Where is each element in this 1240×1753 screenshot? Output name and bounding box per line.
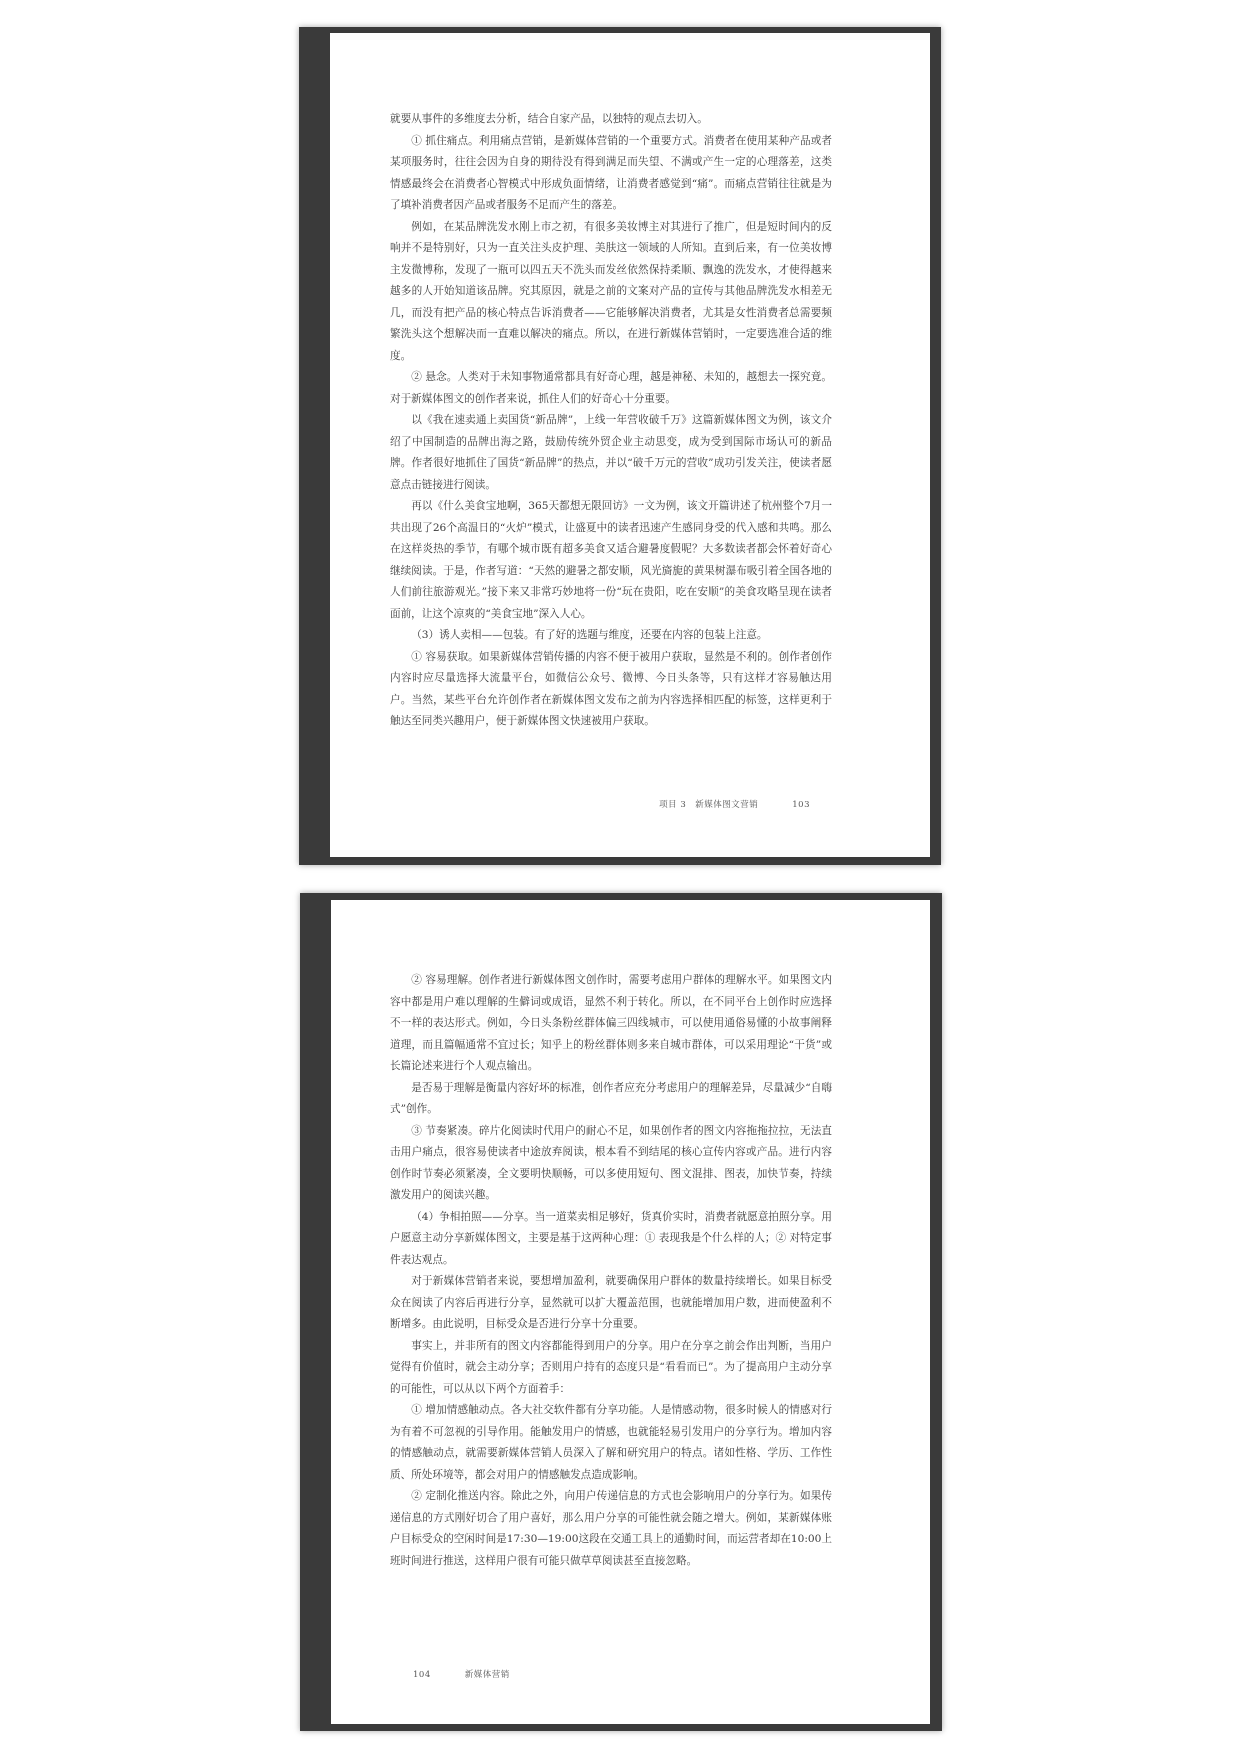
page-body-text bbox=[390, 109, 832, 733]
page-footer bbox=[659, 798, 810, 810]
paragraph: ② 定制化推送内容。除此之外，向用户传递信息的方式也会影响用户的分享行为。如果传递信息的方式刚好切合了用户喜好，那么用户分享的可能性就会随之增大。例如，某新媒体账户目标受众的空闲时间是17:30—19:00这段在交通工具上的通勤时间，而运营者却在10:00上班时间进行推送，这样用户很有可能只做草草阅读甚至直接忽略。 bbox=[390, 1490, 832, 1567]
paragraph: 事实上，并非所有的图文内容都能得到用户的分享。用户在分享之前会作出判断，当用户觉得有价值时，就会主动分享；否则用户持有的态度只是“看看而已”。为了提高用户主动分享的可能性，可以从以下两个方面着手： bbox=[390, 1339, 832, 1395]
paragraph: 例如，在某品牌洗发水刚上市之初，有很多美妆博主对其进行了推广，但是短时间内的反响并不是特别好，只为一直关注头皮护理、美肤这一领域的人所知。直到后来，有一位美妆博主发微博称，发现了一瓶可以四五天不洗头而发丝依然保持柔顺、飘逸的洗发水，才使得越来越多的人开始知道该品牌。究其原因，就是之前的文案对产品的宣传与其他品牌洗发水相差无几，而没有把产品的核心特点告诉消费者——它能够解决消费者，尤其是女性消费者总需要频繁洗头这个想解决而一直难以解决的痛点。所以，在进行新媒体营销时，一定要选准合适的维度。 bbox=[390, 220, 832, 362]
page-number: 103 bbox=[792, 800, 810, 810]
page-footer bbox=[413, 1668, 510, 1680]
paragraph: 再以《什么美食宝地啊，365天都想无限回访》一文为例，该文开篇讲述了杭州整个7月一共出现了26个高温日的“火炉”模式，让盛夏中的读者迅速产生感同身受的代入感和共鸣。那么在这样炎热的季节，有哪个城市既有超多美食又适合避暑度假呢？大多数读者都会怀着好奇心继续阅读。于是，作者写道：“天然的避暑之都安顺，风光旖旎的黄果树瀑布吸引着全国各地的人们前往旅游观光。”接下来又非常巧妙地将一份“玩在贵阳，吃在安顺”的美食攻略呈现在读者面前，让这个凉爽的“美食宝地”深入人心。 bbox=[390, 500, 832, 620]
paragraph: ② 悬念。人类对于未知事物通常都具有好奇心理，越是神秘、未知的，越想去一探究竟。对于新媒体图文的创作者来说，抓住人们的好奇心十分重要。 bbox=[390, 371, 832, 405]
paragraph: ① 抓住痛点。利用痛点营销，是新媒体营销的一个重要方式。消费者在使用某种产品或者某项服务时，往往会因为自身的期待没有得到满足而失望、不满或产生一定的心理落差，这类情感最终会在消费者心智模式中形成负面情绪，让消费者感觉到“痛”。而痛点营销往往就是为了填补消费者因产品或者服务不足而产生的落差。 bbox=[390, 134, 832, 211]
paragraph: 对于新媒体营销者来说，要想增加盈利，就要确保用户群体的数量持续增长。如果目标受众在阅读了内容后再进行分享，显然就可以扩大覆盖范围，也就能增加用户数，进而使盈利不断增多。由此说明，目标受众是否进行分享十分重要。 bbox=[390, 1275, 832, 1330]
paragraph: ① 容易获取。如果新媒体营销传播的内容不便于被用户获取，显然是不利的。创作者创作内容时应尽量选择大流量平台，如微信公众号、微博、今日头条等，只有这样才容易触达用户。当然，某些平台允许创作者在新媒体图文发布之前为内容选择相匹配的标签，这样更利于触达至同类兴趣用户，便于新媒体图文快速被用户获取。 bbox=[390, 650, 832, 727]
paragraph: ③ 节奏紧凑。碎片化阅读时代用户的耐心不足，如果创作者的图文内容拖拖拉拉，无法直击用户痛点，很容易使读者中途放弃阅读，根本看不到结尾的核心宣传内容或产品。进行内容创作时节奏必须紧凑，全文要明快顺畅，可以多使用短句、图文混排、图表，加快节奏，持续激发用户的阅读兴趣。 bbox=[390, 1124, 832, 1201]
paragraph: ② 容易理解。创作者进行新媒体图文创作时，需要考虑用户群体的理解水平。如果图文内容中都是用户难以理解的生僻词或成语，显然不利于转化。所以，在不同平台上创作时应选择不一样的表达形式。例如，今日头条粉丝群体偏三四线城市，可以使用通俗易懂的小故事阐释道理，而且篇幅通常不宜过长；知乎上的粉丝群体则多来自城市群体，可以采用理论“干货”或长篇论述来进行个人观点输出。 bbox=[390, 974, 832, 1072]
paragraph: （3）诱人卖相——包装。有了好的选题与维度，还要在内容的包装上注意。 bbox=[411, 629, 768, 641]
paragraph: 就要从事件的多维度去分析，结合自家产品，以独特的观点去切入。 bbox=[390, 113, 708, 125]
paragraph: ① 增加情感触动点。各大社交软件都有分享功能。人是情感动物，很多时候人的情感对行为有着不可忽视的引导作用。能触发用户的情感，也就能轻易引发用户的分享行为。增加内容的情感触动点，就需要新媒体营销人员深入了解和研究用户的特点。诸如性格、学历、工作性质、所处环境等，都会对用户的情感触发点造成影响。 bbox=[390, 1404, 832, 1481]
page-body-text bbox=[390, 970, 832, 1572]
paragraph: 以《我在速卖通上卖国货“新品牌”，上线一年营收破千万》这篇新媒体图文为例，该文介绍了中国制造的品牌出海之路，鼓励传统外贸企业主动思变，成为受到国际市场认可的新品牌。作者很好地抓住了国货“新品牌”的热点，并以“破千万元的营收”成功引发关注，使读者愿意点击链接进行阅读。 bbox=[390, 414, 832, 491]
scanned-page-104 bbox=[300, 893, 942, 1731]
page-number: 104 bbox=[413, 1670, 431, 1680]
paragraph: （4）争相拍照——分享。当一道菜卖相足够好，货真价实时，消费者就愿意拍照分享。用户愿意主动分享新媒体图文，主要是基于这两种心理：① 表现我是个什么样的人；② 对特定事件表达观点。 bbox=[390, 1210, 832, 1266]
scanned-page-103 bbox=[299, 27, 941, 865]
running-header-chapter: 项目 3 新媒体图文营销 bbox=[659, 800, 759, 810]
page-sheet bbox=[331, 900, 930, 1724]
page-sheet bbox=[330, 33, 930, 857]
paragraph: 是否易于理解是衡量内容好坏的标准，创作者应充分考虑用户的理解差异，尽量减少“自嗨式”创作。 bbox=[390, 1081, 832, 1115]
running-header-book-title: 新媒体营销 bbox=[464, 1670, 510, 1680]
